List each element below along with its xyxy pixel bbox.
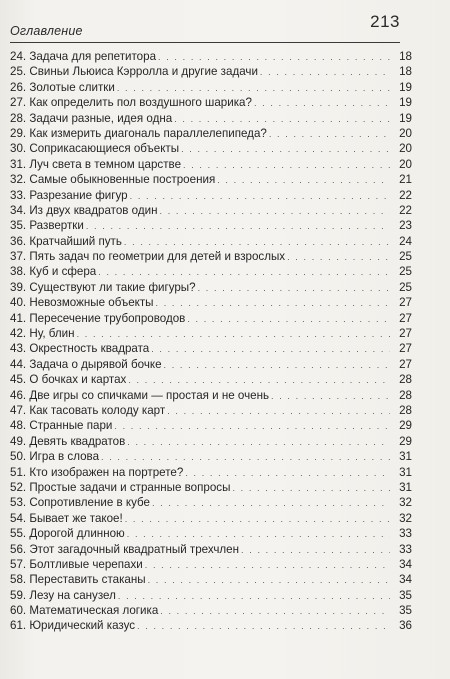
toc-entry-title: 52. Простые задачи и странные вопросы: [10, 480, 231, 494]
toc-entry-page: 33: [399, 542, 412, 556]
dot-leader: [287, 250, 390, 265]
toc-entry: [10, 434, 412, 449]
toc-entry-title: 31. Луч света в темном царстве: [10, 157, 182, 171]
toc-entry-title: 24. Задача для репетитора: [10, 50, 157, 63]
dot-leader: [98, 265, 390, 280]
toc-entry: [10, 403, 412, 418]
toc-entry: [10, 95, 412, 110]
dot-leader: [198, 281, 390, 296]
toc-entry: [10, 526, 412, 541]
toc-entry-page: 23: [399, 219, 412, 233]
dot-leader: [271, 389, 390, 404]
toc-entry-page: 34: [399, 557, 412, 571]
toc-entry: [10, 141, 412, 156]
toc-entry-title: 46. Две игры со спичками — простая и не очень: [10, 388, 270, 402]
toc-entry: [10, 495, 412, 510]
dot-leader: [77, 327, 390, 342]
toc-entry-title: 61. Юридический казус: [10, 619, 136, 633]
toc-entry-page: 19: [399, 96, 412, 110]
dot-leader: [124, 235, 390, 250]
toc-entry-title: 27. Как определить пол воздушного шарика?: [10, 96, 252, 110]
toc-entry-page: 27: [399, 327, 412, 341]
toc-entry-title: 34. Из двух квадратов один: [10, 203, 158, 217]
toc-entry-title: 45. О бочках и картах: [10, 373, 127, 387]
dot-leader: [152, 496, 390, 511]
dot-leader: [160, 604, 390, 619]
toc-entry-title: 39. Существуют ли такие фигуры?: [10, 280, 196, 294]
dot-leader: [137, 619, 390, 634]
toc-entry: [10, 618, 412, 633]
toc-entry: [10, 64, 412, 79]
dot-leader: [174, 112, 390, 127]
toc-entry-page: 19: [399, 111, 412, 125]
dot-leader: [148, 573, 390, 588]
toc-entry-page: 35: [399, 588, 412, 602]
toc-entry-title: 59. Лезу на санузел: [10, 588, 116, 602]
toc-entry: [10, 588, 412, 603]
toc-entry-page: 28: [399, 403, 412, 417]
toc-entry: [10, 126, 412, 141]
toc-entry: [10, 572, 412, 587]
toc-entry-title: 54. Бывает же такое!: [10, 511, 123, 525]
dot-leader: [254, 96, 390, 111]
toc-entry: [10, 372, 412, 387]
toc-entry: [10, 157, 412, 172]
toc-entry: [10, 280, 412, 295]
toc-entry-page: 27: [399, 296, 412, 310]
toc-entry: [10, 357, 412, 372]
toc-entry: [10, 218, 412, 233]
toc-entry: [10, 80, 412, 95]
toc-entry-page: 24: [399, 234, 412, 248]
toc-entry-page: 34: [399, 573, 412, 587]
dot-leader: [101, 450, 390, 465]
toc-entry-title: 41. Пересечение трубопроводов: [10, 311, 186, 325]
toc-entry-title: 26. Золотые слитки: [10, 80, 115, 94]
toc-entry-title: 30. Соприкасающиеся объекты: [10, 142, 180, 156]
dot-leader: [118, 589, 390, 604]
dot-leader: [269, 127, 390, 142]
toc-entry-page: 22: [399, 188, 412, 202]
toc-entry-page: 25: [399, 280, 412, 294]
page-header: [10, 10, 400, 43]
dot-leader: [181, 142, 390, 157]
dot-leader: [217, 173, 390, 188]
toc-entry-title: 33. Разрезание фигур: [10, 188, 128, 202]
dot-leader: [260, 65, 390, 80]
dot-leader: [127, 435, 390, 450]
toc-entry-page: 32: [399, 511, 412, 525]
toc-entry-title: 42. Ну, блин: [10, 327, 75, 341]
toc-entry-title: 48. Странные пари: [10, 419, 113, 433]
toc-entry-page: 20: [399, 142, 412, 156]
toc-entry-title: 40. Невозможные объекты: [10, 296, 154, 310]
toc-entry-page: 21: [399, 173, 412, 187]
dot-leader: [114, 419, 390, 434]
toc-entry-page: 36: [399, 619, 412, 633]
toc-entry: [10, 311, 412, 326]
toc-entry: [10, 49, 412, 64]
toc-entry-page: 31: [399, 450, 412, 464]
toc-entry-page: 28: [399, 388, 412, 402]
dot-leader: [125, 512, 390, 527]
toc-entry-title: 58. Переставить стаканы: [10, 573, 146, 587]
toc-entry-title: 35. Развертки: [10, 219, 84, 233]
toc-entry-title: 56. Этот загадочный квадратный трехчлен: [10, 542, 240, 556]
toc-entry-page: 19: [399, 80, 412, 94]
toc-entry-page: 31: [399, 480, 412, 494]
toc-entry-page: 29: [399, 434, 412, 448]
toc-entry: [10, 603, 412, 618]
toc-entry-title: 38. Куб и сфера: [10, 265, 97, 279]
toc-entry-title: 50. Игра в слова: [10, 450, 100, 464]
toc-entry: [10, 234, 412, 249]
toc-entry-title: 28. Задачи разные, идея одна: [10, 111, 173, 125]
toc-entry-title: 43. Окрестность квадрата: [10, 342, 150, 356]
toc-entry-title: 32. Самые обыкновенные построения: [10, 173, 216, 187]
toc-entry-title: 51. Кто изображен на портрете?: [10, 465, 184, 479]
toc-entry-page: 33: [399, 527, 412, 541]
toc-entry: [10, 326, 412, 341]
toc-entry-page: 35: [399, 604, 412, 618]
toc-entry-title: 29. Как измерить диагональ параллелепипеда?: [10, 126, 267, 140]
toc-entry: [10, 203, 412, 218]
toc-entry-page: 27: [399, 311, 412, 325]
toc-entry-page: 31: [399, 465, 412, 479]
toc-entry-title: 53. Сопротивление в кубе: [10, 496, 150, 510]
dot-leader: [164, 358, 390, 373]
toc-entry: [10, 111, 412, 126]
dot-leader: [241, 543, 390, 558]
toc-entry-page: 28: [399, 373, 412, 387]
page-number: 213: [370, 12, 400, 31]
toc-entry: [10, 264, 412, 279]
toc-entry: [10, 172, 412, 187]
toc-entry-page: 20: [399, 126, 412, 140]
toc-entry-page: 32: [399, 496, 412, 510]
toc-entry-page: 18: [399, 50, 412, 63]
toc-entry-title: 60. Математическая логика: [10, 604, 159, 618]
toc-entry: [10, 542, 412, 557]
dot-leader: [130, 189, 390, 204]
dot-leader: [117, 81, 390, 96]
dot-leader: [158, 50, 390, 65]
toc-entry-page: 25: [399, 250, 412, 264]
dot-leader: [160, 204, 391, 219]
toc-entry-page: 25: [399, 265, 412, 279]
toc-entry: [10, 557, 412, 572]
dot-leader: [128, 373, 390, 388]
dot-leader: [156, 296, 390, 311]
toc-entry: [10, 249, 412, 264]
toc-entry-page: 20: [399, 157, 412, 171]
dot-leader: [86, 219, 390, 234]
toc-entry: [10, 480, 412, 495]
toc-entry: [10, 511, 412, 526]
dot-leader: [185, 466, 390, 481]
toc-entry-title: 57. Болтливые черепахи: [10, 557, 143, 571]
toc-entry: [10, 465, 412, 480]
toc-entry: [10, 449, 412, 464]
toc-entry-title: 25. Свиньи Льюиса Кэрролла и другие задачи: [10, 65, 258, 79]
toc-entry-title: 49. Девять квадратов: [10, 434, 126, 448]
toc-entry: [10, 295, 412, 310]
table-of-contents: [10, 49, 412, 634]
dot-leader: [232, 481, 390, 496]
toc-entry-title: 55. Дорогой длинною: [10, 527, 125, 541]
dot-leader: [187, 312, 390, 327]
toc-entry-title: 44. Задача о дырявой бочке: [10, 357, 162, 371]
toc-entry: [10, 388, 412, 403]
section-title: Оглавление: [10, 24, 83, 38]
toc-entry-page: 22: [399, 203, 412, 217]
dot-leader: [127, 527, 390, 542]
toc-entry-page: 29: [399, 419, 412, 433]
toc-entry: [10, 341, 412, 356]
toc-entry-page: 27: [399, 342, 412, 356]
toc-entry-page: 18: [399, 65, 412, 79]
toc-entry-page: 27: [399, 357, 412, 371]
toc-entry: [10, 188, 412, 203]
toc-entry: [10, 418, 412, 433]
dot-leader: [183, 158, 390, 173]
dot-leader: [167, 404, 390, 419]
toc-entry-title: 47. Как тасовать колоду карт: [10, 403, 166, 417]
dot-leader: [145, 558, 390, 573]
dot-leader: [151, 342, 390, 357]
toc-entry-title: 36. Кратчайший путь: [10, 234, 122, 248]
toc-entry-title: 37. Пять задач по геометрии для детей и взрослых: [10, 250, 286, 264]
